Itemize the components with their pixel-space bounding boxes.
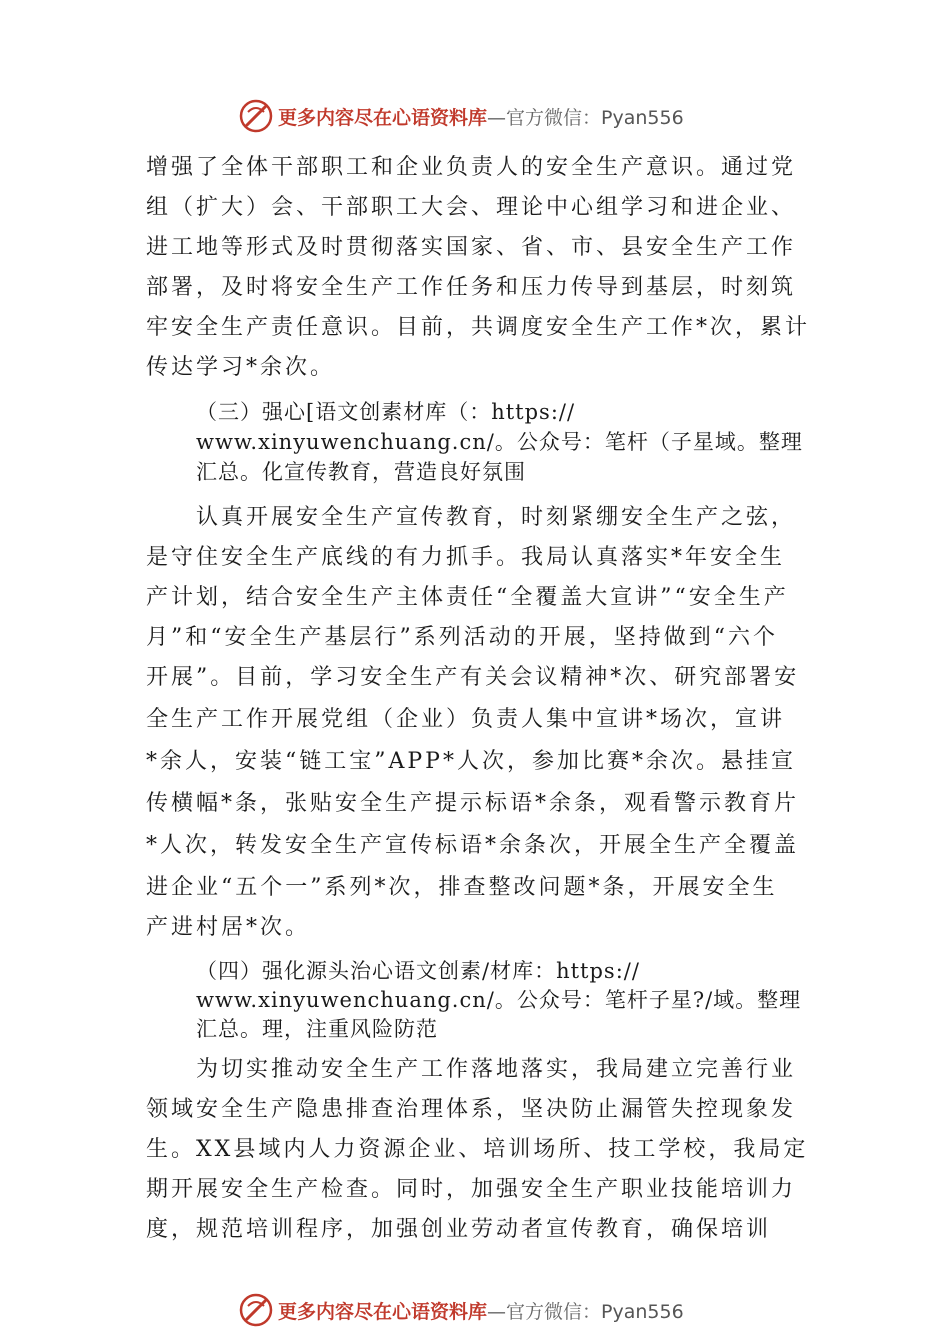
text-line: 产进村居*次。 bbox=[146, 915, 311, 940]
brush-logo-icon bbox=[238, 1292, 274, 1328]
banner-account: Pyan556 bbox=[601, 1300, 684, 1323]
text-line: 度，规范培训程序，加强创业劳动者宣传教育，确保培训 bbox=[146, 1217, 772, 1242]
footer-banner bbox=[238, 1290, 684, 1330]
text-line: 认真开展安全生产宣传教育，时刻紧绷安全生产之弦， bbox=[196, 505, 797, 530]
text-line: 产计划，结合安全生产主体责任“全覆盖大宣讲”“安全生产 bbox=[146, 585, 789, 610]
text-line: 为切实推动安全生产工作落地落实，我局建立完善行业 bbox=[196, 1057, 797, 1082]
text-line: 全生产工作开展党组（企业）负责人集中宣讲*场次，宣讲 bbox=[146, 707, 786, 732]
text-line: 月”和“安全生产基层行”系列活动的开展，坚持做到“六个 bbox=[146, 625, 778, 650]
banner-site-name: 更多内容尽在心语资料库 bbox=[278, 106, 488, 129]
section-heading-3: （三）强心[语文创素材库（：https:// bbox=[196, 400, 576, 424]
text-line: 是守住安全生产底线的有力抓手。我局认真落实*年安全生 bbox=[146, 545, 786, 570]
banner-site-name: 更多内容尽在心语资料库 bbox=[278, 1300, 488, 1323]
banner-wechat-label: 官方微信： bbox=[506, 1300, 602, 1323]
section-heading-4: （四）强化源头治心语文创素/材库：https:// bbox=[196, 959, 640, 983]
banner-dash: — bbox=[487, 106, 507, 129]
banner-dash: — bbox=[487, 1300, 507, 1323]
section-heading-4: www.xinyuwenchuang.cn/。公众号：笔杆子星?/域。整理 bbox=[196, 988, 802, 1012]
text-line: *人次，转发安全生产宣传标语*余条次，开展全生产全覆盖 bbox=[146, 833, 800, 858]
banner-wechat-label: 官方微信： bbox=[506, 106, 602, 129]
text-line: 生。XX县域内人力资源企业、培训场所、技工学校，我局定 bbox=[146, 1137, 809, 1162]
text-line: 组（扩大）会、干部职工大会、理论中心组学习和进企业、 bbox=[146, 195, 797, 220]
text-line: 领域安全生产隐患排查治理体系，坚决防止漏管失控现象发 bbox=[146, 1097, 797, 1122]
banner-account: Pyan556 bbox=[601, 106, 684, 129]
section-heading-4: 汇总。理，注重风险防范 bbox=[196, 1017, 438, 1041]
text-line: 进工地等形式及时贯彻落实国家、省、市、县安全生产工作 bbox=[146, 235, 797, 260]
text-line: 开展”。目前，学习安全生产有关会议精神*次、研究部署安 bbox=[146, 665, 800, 690]
text-line: *余人，安装“链工宝”APP*人次，参加比赛*余次。悬挂宣 bbox=[146, 749, 796, 774]
text-line: 传达学习*余次。 bbox=[146, 355, 336, 380]
text-line: 牢安全生产责任意识。目前，共调度安全生产工作*次，累计 bbox=[146, 315, 811, 340]
section-heading-3: www.xinyuwenchuang.cn/。公众号：笔杆（子星域。整理 bbox=[196, 430, 803, 454]
text-line: 进企业“五个一”系列*次，排查整改问题*条，开展安全生 bbox=[146, 875, 778, 900]
text-line: 部署，及时将安全生产工作任务和压力传导到基层，时刻筑 bbox=[146, 275, 797, 300]
text-line: 传横幅*条，张贴安全生产提示标语*余条，观看警示教育片 bbox=[146, 791, 800, 816]
section-heading-3: 汇总。化宣传教育，营造良好氛围 bbox=[196, 460, 526, 484]
text-line: 期开展安全生产检查。同时，加强安全生产职业技能培训力 bbox=[146, 1177, 797, 1202]
text-line: 增强了全体干部职工和企业负责人的安全生产意识。通过党 bbox=[146, 155, 797, 180]
header-banner bbox=[238, 96, 684, 136]
brush-logo-icon bbox=[238, 98, 274, 134]
